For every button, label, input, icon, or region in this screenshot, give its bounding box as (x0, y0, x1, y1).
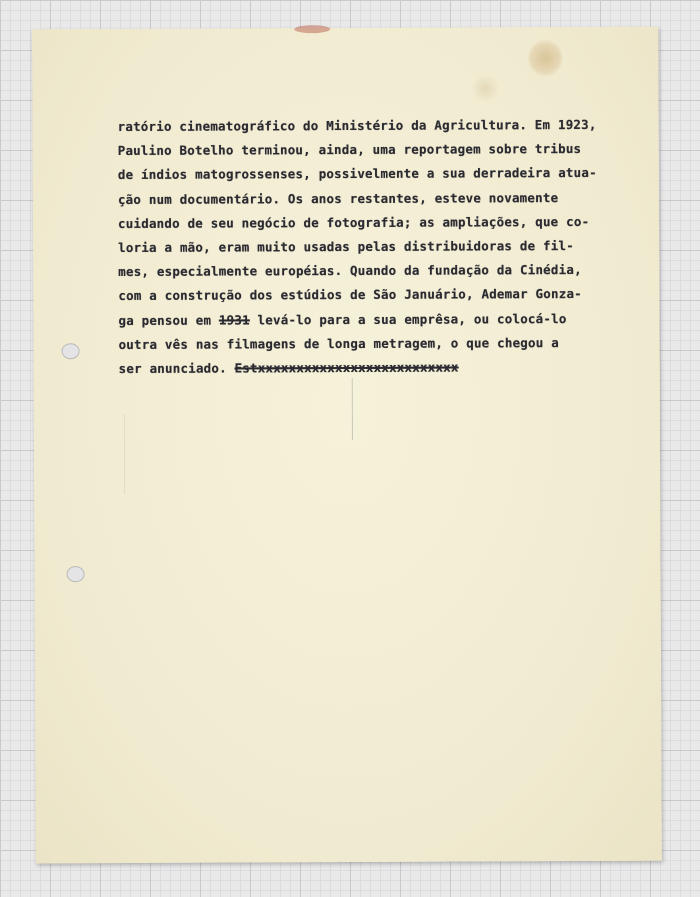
text-segment: ser anunciado. (118, 360, 235, 376)
faint-pencil-line (124, 414, 125, 494)
punch-hole-bottom (67, 566, 85, 582)
text-line: outra vês nas filmagens de longa metragem, o que chegou a (118, 334, 559, 352)
paper-stain (528, 39, 562, 77)
struck-out-text: Estxxxxxxxxxxxxxxxxxxxxxxxxxx (234, 359, 459, 376)
typewritten-text (117, 113, 597, 381)
text-line: cuidando de seu negócio de fotografia; as ampliações, que co- (117, 213, 590, 231)
text-segment: ga pensou em (118, 312, 219, 328)
typewritten-page (32, 27, 662, 864)
text-line: ção num documentário. Os anos restantes, esteve novamente (117, 189, 559, 207)
text-segment: levá-lo para a sua emprêsa, ou colocá-lo (249, 310, 567, 327)
text-line (119, 355, 589, 381)
text-line: ratório cinematográfico do Ministério da Agricultura. Em 1923, (117, 116, 597, 134)
text-line: mes, especialmente européias. Quando da fundação da Cinédia, (118, 262, 582, 280)
text-line: de índios matogrossenses, possivelmente a sua derradeira atua- (117, 165, 597, 183)
text-line: com a construção dos estúdios de São Januário, Ademar Gonza- (118, 286, 582, 304)
text-line (118, 306, 588, 332)
struck-year: 1931 (218, 311, 250, 328)
punch-hole-top (62, 343, 80, 359)
paper-stain-faint (470, 75, 500, 101)
faint-pencil-line (352, 378, 353, 440)
torn-edge-mark (294, 25, 330, 33)
text-line: loria a mão, eram muito usadas pelas distribuidoras de fil- (118, 237, 574, 255)
text-line: Paulino Botelho terminou, ainda, uma reportagem sobre tribus (117, 141, 582, 159)
